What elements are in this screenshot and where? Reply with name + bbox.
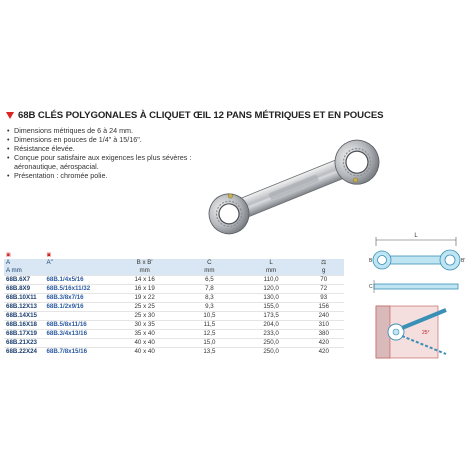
value-cell: 250,0: [239, 348, 304, 357]
table-header-icons: [4, 252, 344, 259]
value-cell: 8,3: [180, 294, 239, 303]
value-cell: 19 x 22: [109, 294, 180, 303]
header-cell: ⚖: [303, 259, 344, 267]
inch-code-cell: 68B.3/8x7/16: [44, 294, 109, 303]
header-cell: mm: [180, 267, 239, 276]
metric-code-cell: 68B.10X11: [4, 294, 44, 303]
header-cell: A": [44, 259, 109, 267]
feature-item-continued: aéronautique, aérospacial.: [14, 162, 99, 172]
inch-code-cell: 68B.7/8x15/16: [44, 348, 109, 357]
metric-code-cell: 68B.16X18: [4, 321, 44, 330]
header-cell: B x B': [109, 259, 180, 267]
header-cell: [109, 252, 180, 259]
value-cell: 70: [303, 276, 344, 285]
inch-code-cell: [44, 339, 109, 348]
table-row: [4, 276, 344, 285]
metric-code-cell: 68B.8X9: [4, 285, 44, 294]
title-text: 68B CLÉS POLYGONALES À CLIQUET ŒIL 12 PANS MÉTRIQUES ET EN POUCES: [18, 110, 384, 121]
table-header-symbols: [4, 259, 344, 267]
feature-item: • Dimensions en pouces de 1/4" à 15/16".: [6, 135, 236, 144]
metric-code-cell: 68B.6X7: [4, 276, 44, 285]
ratchet-wrench-image: [198, 138, 388, 238]
value-cell: 40 x 40: [109, 339, 180, 348]
header-cell: [180, 252, 239, 259]
inch-code-cell: 68B.5/8x11/16: [44, 321, 109, 330]
header-cell: [239, 252, 304, 259]
value-cell: 240: [303, 312, 344, 321]
header-cell: A mm: [4, 267, 44, 276]
header-cell: [303, 252, 344, 259]
table-row: [4, 312, 344, 321]
value-cell: 155,0: [239, 303, 304, 312]
value-cell: 35 x 40: [109, 330, 180, 339]
inch-code-cell: 68B.1/2x9/16: [44, 303, 109, 312]
wrench-outline-diagram: [369, 233, 465, 270]
header-cell: ▣: [46, 252, 52, 258]
dimension-diagram: [366, 228, 466, 368]
value-cell: 120,0: [239, 285, 304, 294]
table-row: [4, 303, 344, 312]
header-cell: [44, 267, 109, 276]
value-cell: 25 x 30: [109, 312, 180, 321]
value-cell: 420: [303, 348, 344, 357]
value-cell: 14 x 16: [109, 276, 180, 285]
value-cell: 72: [303, 285, 344, 294]
value-cell: 6,5: [180, 276, 239, 285]
table-row: [4, 285, 344, 294]
inch-code-cell: 68B.1/4x5/16: [44, 276, 109, 285]
value-cell: 11,5: [180, 321, 239, 330]
inch-code-cell: 68B.3/4x13/16: [44, 330, 109, 339]
feature-item: • Conçue pour satisfaire aux exigences les plus sévères :: [6, 153, 236, 162]
product-title: [6, 110, 466, 124]
table-row: [4, 330, 344, 339]
header-cell: C: [180, 259, 239, 267]
value-cell: 93: [303, 294, 344, 303]
feature-item: • Dimensions métriques de 6 à 24 mm.: [6, 126, 236, 135]
table-row: [4, 294, 344, 303]
value-cell: 15,0: [180, 339, 239, 348]
metric-code-cell: 68B.12X13: [4, 303, 44, 312]
header-cell: g: [303, 267, 344, 276]
value-cell: 173,5: [239, 312, 304, 321]
label-B-prime: B': [461, 258, 466, 264]
label-B: B: [369, 258, 373, 264]
value-cell: 12,5: [180, 330, 239, 339]
red-triangle-icon: [6, 112, 14, 119]
value-cell: 30 x 35: [109, 321, 180, 330]
usage-illustration: [376, 306, 446, 358]
inch-code-cell: [44, 312, 109, 321]
table-row: [4, 348, 344, 357]
table-body: [4, 276, 344, 357]
feature-item: • Résistance élevée.: [6, 144, 236, 153]
value-cell: 420: [303, 339, 344, 348]
value-cell: 25 x 25: [109, 303, 180, 312]
value-cell: 16 x 19: [109, 285, 180, 294]
value-cell: 380: [303, 330, 344, 339]
value-cell: 310: [303, 321, 344, 330]
label-C: C: [369, 284, 373, 290]
table-header-units: [4, 267, 344, 276]
value-cell: 233,0: [239, 330, 304, 339]
header-cell: mm: [239, 267, 304, 276]
header-cell: L: [239, 259, 304, 267]
wrench-side-view: [369, 280, 458, 293]
spec-table: [4, 252, 344, 356]
metric-code-cell: 68B.17X19: [4, 330, 44, 339]
value-cell: 110,0: [239, 276, 304, 285]
metric-code-cell: 68B.22X24: [4, 348, 44, 357]
table-row: [4, 339, 344, 348]
value-cell: 250,0: [239, 339, 304, 348]
metric-code-cell: 68B.21X23: [4, 339, 44, 348]
value-cell: 130,0: [239, 294, 304, 303]
value-cell: 9,3: [180, 303, 239, 312]
value-cell: 13,5: [180, 348, 239, 357]
feature-item: • Présentation : chromée polie.: [6, 171, 236, 180]
label-L: L: [414, 233, 418, 239]
label-angle: 25°: [422, 330, 430, 336]
value-cell: 156: [303, 303, 344, 312]
value-cell: 10,5: [180, 312, 239, 321]
inch-code-cell: 68B.5/16x11/32: [44, 285, 109, 294]
metric-code-cell: 68B.14X15: [4, 312, 44, 321]
header-cell: mm: [109, 267, 180, 276]
header-cell: ▣: [6, 252, 11, 258]
value-cell: 7,8: [180, 285, 239, 294]
value-cell: 40 x 40: [109, 348, 180, 357]
header-cell: A: [4, 259, 44, 267]
table-row: [4, 321, 344, 330]
value-cell: 204,0: [239, 321, 304, 330]
